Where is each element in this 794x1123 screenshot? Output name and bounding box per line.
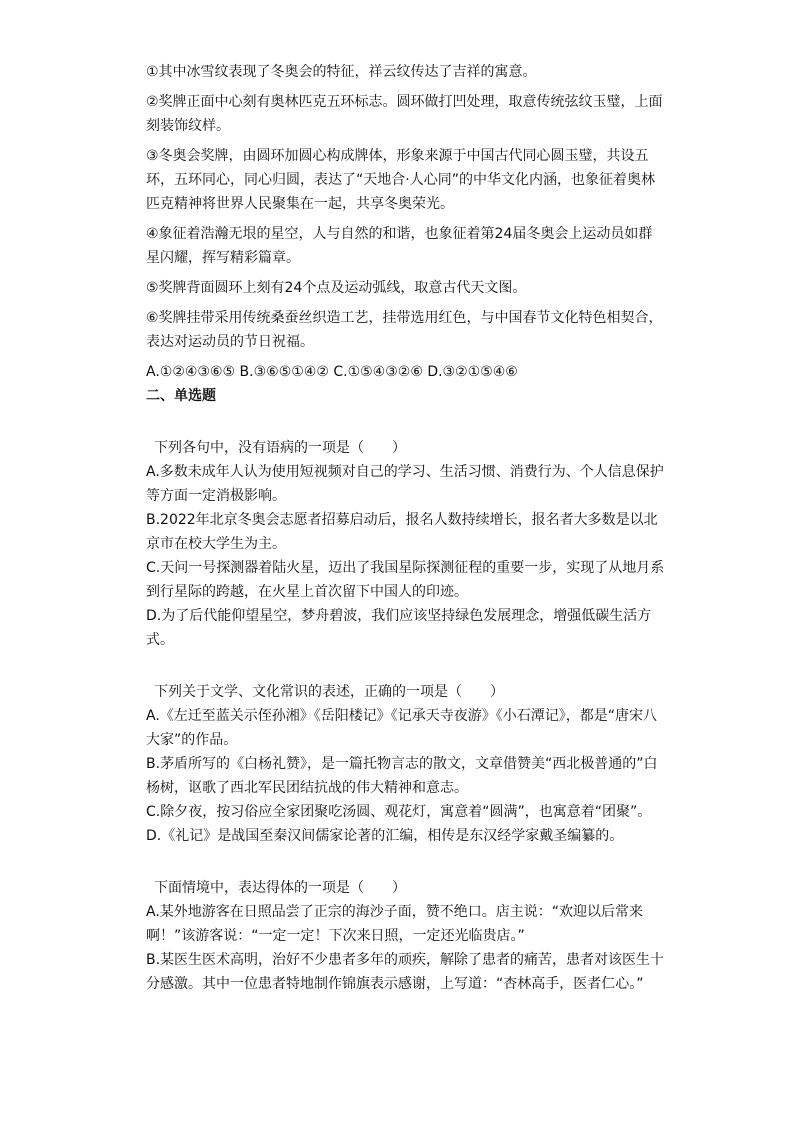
question-2: [146, 680, 666, 848]
sentence-item-4: ④象征着浩瀚无垠的星空，人与自然的和谐，也象征着第24届冬奥会上运动员如群星闪耀，挥写精彩篇章。: [146, 226, 653, 266]
question-stem: 下列各句中，没有语病的一项是（ ）: [154, 440, 406, 456]
sentence-item-6: ⑥奖牌挂带采用传统桑蚕丝织造工艺，挂带选用红色，与中国春节文化特色相契合，表达对运动员的节日祝福。: [146, 310, 663, 350]
answer-options: A.①②④③⑥⑤ B.③⑥⑤①④② C.①⑤④③②⑥ D.③②①⑤④⑥: [146, 364, 518, 380]
question-option: D.为了后代能仰望星空，梦舟碧波，我们应该坚持绿色发展理念，增强低碳生活方式。: [146, 608, 652, 648]
question-stem: 下面情境中，表达得体的一项是（ ）: [154, 880, 406, 896]
question-option: B.2022年北京冬奥会志愿者招募启动后，报名人数持续增长，报名者大多数是以北京市在校大学生为主。: [146, 512, 658, 552]
question-3: [146, 876, 666, 996]
document-content: [146, 60, 666, 996]
question-option: A.某外地游客在日照品尝了正宗的海沙子面，赞不绝口。店主说：“欢迎以后常来啊！”该游客说：“一定一定！下次来日照，一定还光临贵店。”: [146, 904, 644, 944]
question-stem: 下列关于文学、文化常识的表述，正确的一项是（ ）: [154, 684, 504, 700]
sentence-item-1: ①其中冰雪纹表现了冬奥会的特征，祥云纹传达了吉祥的寓意。: [146, 64, 537, 80]
section-title: 二、单选题: [146, 388, 216, 404]
question-option: D.《礼记》是战国至秦汉间儒家论著的汇编，相传是东汉经学家戴圣编纂的。: [146, 828, 624, 844]
question-option: B.某医生医术高明，治好不少患者多年的顽疾，解除了患者的痛苦，患者对该医生十分感激。其中一位患者特地制作锦旗表示感谢，上写道：“杏林高手，医者仁心。”: [146, 952, 665, 992]
question-option: C.天问一号探测器着陆火星，迈出了我国星际探测征程的重要一步，实现了从地月系到行星际的跨越，在火星上首次留下中国人的印迹。: [146, 560, 665, 600]
question-option: B.茅盾所写的《白杨礼赞》，是一篇托物言志的散文，文章借赞美“西北极普通的”白杨树，讴歌了西北军民团结抗战的伟大精神和意志。: [146, 756, 658, 796]
sentence-item-2: ②奖牌正面中心刻有奥林匹克五环标志。圆环做打凹处理，取意传统弦纹玉璧，上面刻装饰纹样。: [146, 94, 663, 134]
question-1: [146, 436, 666, 652]
sentence-item-5: ⑤奖牌背面圆环上刻有24个点及运动弧线，取意古代天文图。: [146, 280, 527, 296]
question-option: C.除夕夜，按习俗应全家团聚吃汤圆、观花灯，寓意着“圆满”，也寓意着“团聚”。: [146, 804, 652, 820]
question-option: A.多数未成年人认为使用短视频对自己的学习、生活习惯、消费行为、个人信息保护等方面一定消极影响。: [146, 464, 664, 504]
sentence-item-3: ③冬奥会奖牌，由圆环加圆心构成牌体，形象来源于中国古代同心圆玉璧，共设五环，五环同心，同心归圆，表达了“天地合·人心同”的中华文化内涵，也象征着奥林匹克精神将世界人民聚集在一起，共享冬奥荣光。: [146, 148, 655, 212]
question-option: A.《左迁至蓝关示侄孙湘》《岳阳楼记》《记承天寺夜游》《小石潭记》，都是“唐宋八大家”的作品。: [146, 708, 658, 748]
